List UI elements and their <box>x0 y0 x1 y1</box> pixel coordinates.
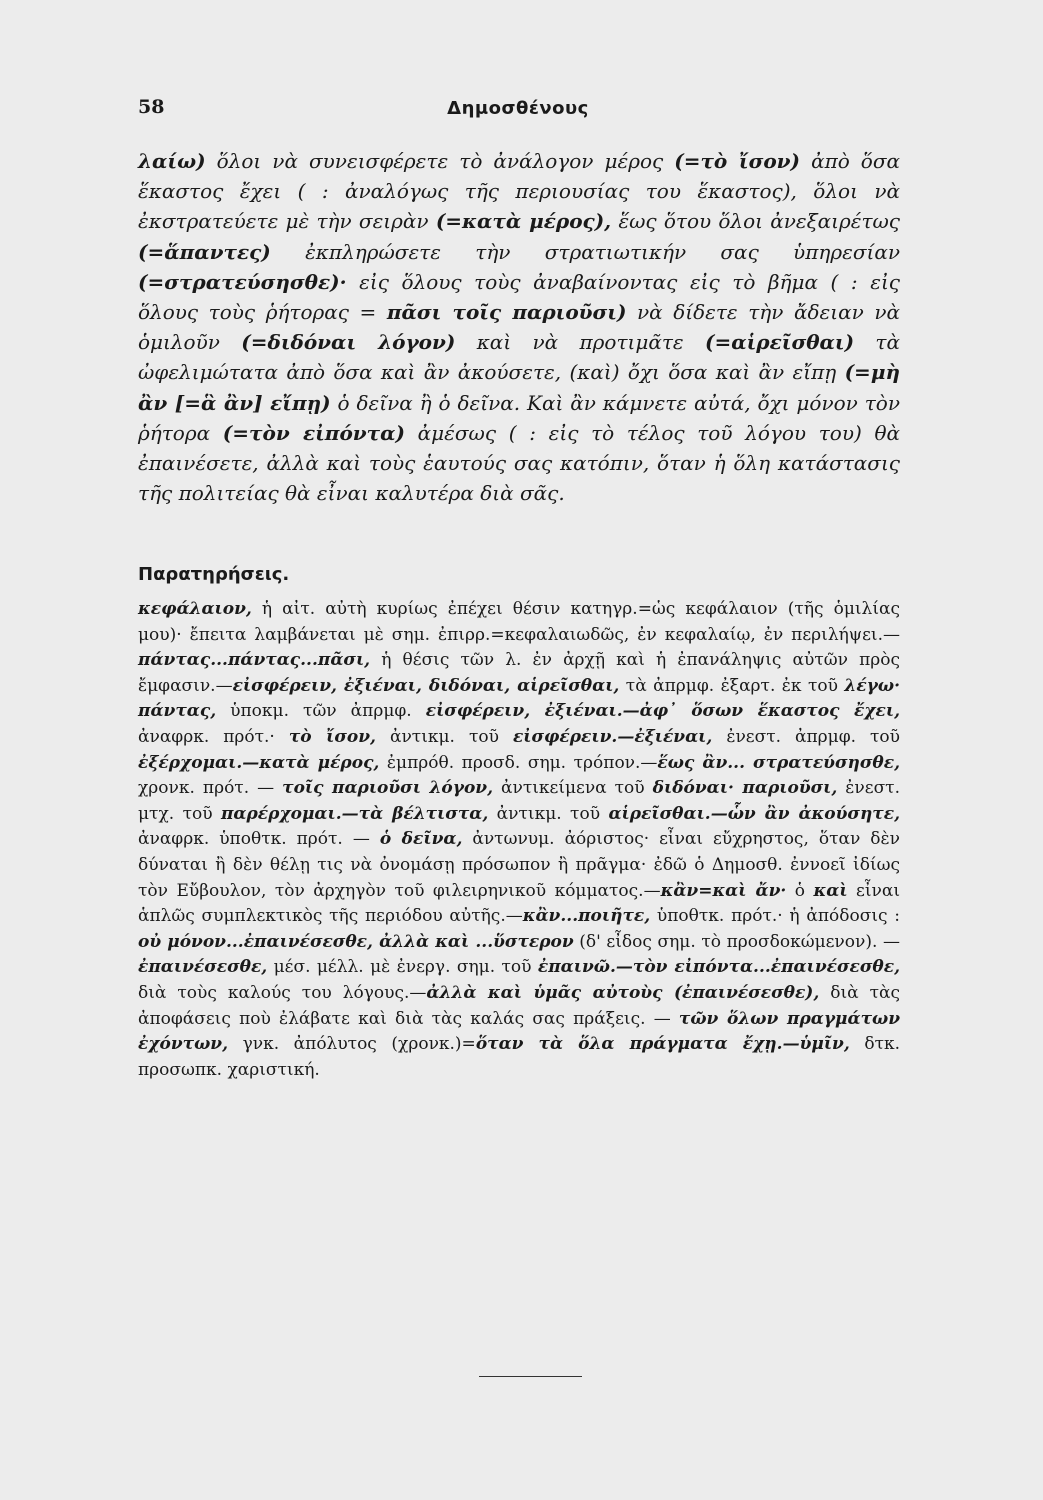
note-run: ὑποθτκ. πρότ.· ἡ ἀπόδοσις : <box>650 906 900 927</box>
note-term: κἂν...ποιῆτε, <box>522 906 651 927</box>
note-run: μέσ. μέλλ. μὲ ἐνεργ. σημ. τοῦ <box>267 957 538 978</box>
note-run: ἀναφρκ. ὑποθτκ. πρότ. — <box>138 829 380 850</box>
translation-run: ἕως ὅτου ὅλοι ἀνεξαιρέτως <box>611 209 901 234</box>
note-run: γνκ. ἀπόλυτος (χρονκ.)= <box>228 1034 476 1055</box>
translation-term: λαίω) <box>138 149 206 173</box>
note-term: εἰσφέρειν.—ἐξιέναι, <box>512 726 713 747</box>
page-number: 58 <box>138 96 165 118</box>
translation-text <box>138 146 900 508</box>
translation-term: (=ἅπαντες) <box>138 239 271 264</box>
note-term: ἀλλὰ καὶ ὑμᾶς αὐτοὺς (ἐπαινέσεσθε), <box>426 982 820 1003</box>
translation-term: (=τὸν εἰπόντα) <box>222 420 405 445</box>
note-term: τὸ ἴσον, <box>288 726 376 747</box>
note-term: παρέρχομαι.—τὰ βέλτιστα, <box>220 803 489 824</box>
notes-section <box>138 597 900 1083</box>
translation-term: (=κατὰ μέρος), <box>435 209 612 234</box>
note-term: οὐ μόνον...ἐπαινέσεσθε, ἀλλὰ καὶ ...ὕστερον <box>138 931 574 952</box>
page-header <box>138 96 898 124</box>
note-run: δτκ. προσωπκ. χαριστική. <box>138 1034 901 1080</box>
notes-heading: Παρατηρήσεις. <box>138 564 290 585</box>
note-term: διδόναι· παριοῦσι, <box>652 778 838 799</box>
note-term: ὁ δεῖνα, <box>379 829 463 850</box>
note-term: ὅταν τὰ ὅλα πράγματα ἔχῃ.—ὑμῖν, <box>475 1034 850 1055</box>
note-term: εἰσφέρειν, ἐξιέναι.—ἀφ᾽ ὅσων ἕκαστος ἔχει, <box>425 701 900 722</box>
translation-term: (=στρατεύσησθε)· <box>138 269 347 294</box>
note-term: ἐξέρχομαι.—κατὰ μέρος, <box>138 752 380 773</box>
note-term: πάντας...πάντας...πᾶσι, <box>138 650 371 671</box>
translation-run: ὁ δεῖνα ἢ ὁ δεῖνα. Καὶ ἂν κάμνετε αὐτά, ὄχι μόνον τὸν ῥήτορα <box>138 390 900 445</box>
note-term: κἂν=καὶ ἄν· <box>660 880 787 901</box>
note-run: εἶναι ἁπλῶς συμπλεκτικὸς τῆς περιόδου αὐτῆς.— <box>138 880 900 927</box>
note-term: τοῖς παριοῦσι λόγον, <box>282 778 493 799</box>
translation-run: ἀμέσως ( : εἰς τὸ τέλος τοῦ λόγου του) θὰ ἐπαινέσετε, ἀλλὰ καὶ τοὺς ἑαυτούς σας κατόπιν, ὅταν ἡ ὅλη κατάστασις τῆς πολιτείας θὰ εἶναι καλυτέρα διὰ σᾶς. <box>138 420 901 506</box>
footnote-rule <box>479 1376 582 1377</box>
note-run: διὰ τοὺς καλούς του λόγους.— <box>138 982 427 1003</box>
translation-term: (=τὸ ἴσον) <box>674 149 801 173</box>
note-term: ἕως ἂν... στρατεύσησθε, <box>657 752 901 773</box>
translation-run: ὅλοι νὰ συνεισφέρετε τὸ ἀνάλογον μέρος <box>205 149 675 173</box>
translation-run: εἰς ὅλους τοὺς ἀναβαίνοντας εἰς τὸ βῆμα ( : εἰς ὅλους τοὺς ῥήτορας = <box>138 269 900 325</box>
note-run: ὑποκμ. τῶν ἀπρμφ. <box>216 701 426 722</box>
note-run: ἀντικείμενα τοῦ <box>493 778 653 799</box>
note-run: ἀντικμ. τοῦ <box>488 803 609 824</box>
note-term: ἐπαινέσεσθε, <box>138 957 268 978</box>
note-run: ἀντωνυμ. ἀόριστος· εἶναι εὔχρηστος, ὅταν δὲν δύναται ἢ δὲν θέλῃ τις νὰ ὀνομάσῃ πρόσωπον ἢ πρᾶγμα· ἐδῶ ὁ Δημοσθ. ἐννοεῖ ἰδίως τὸν Εὔβουλον, τὸν ἀρχηγὸν τοῦ φιλειρηνικοῦ κόμματος.— <box>138 829 900 901</box>
note-run: ἡ θέσις τῶν λ. ἐν ἀρχῇ καὶ ἡ ἐπανάληψις αὐτῶν πρὸς ἔμφασιν.— <box>138 650 900 696</box>
translation-run: ἐκπληρώσετε τὴν στρατιωτικήν σας ὑπηρεσίαν <box>270 239 900 264</box>
translation-term: πᾶσι τοῖς παριοῦσι) <box>386 300 627 325</box>
note-run: τὰ ἀπρμφ. ἐξαρτ. ἐκ τοῦ <box>619 675 845 696</box>
translation-run: καὶ νὰ προτιμᾶτε <box>455 330 706 355</box>
translation-term: (=μὴ ἂν [=ἃ ἂν] εἴπῃ) <box>138 360 900 415</box>
note-run: ἀντικμ. τοῦ <box>375 726 513 747</box>
translation-run: ἀπὸ ὅσα ἕκαστος ἔχει ( : ἀναλόγως τῆς περιουσίας του ἕκαστος), ὅλοι νὰ ἐκστρατεύετε μὲ τὴν σειρὰν <box>138 149 901 234</box>
running-title: Δημοσθένους <box>447 98 589 119</box>
note-run: ἐμπρόθ. προσδ. σημ. τρόπον.— <box>379 752 658 773</box>
note-run: (δ' εἶδος σημ. τὸ προσδοκώμενον). — <box>573 931 900 952</box>
translation-term: (=αἱρεῖσθαι) <box>705 330 855 355</box>
notes-text <box>138 597 900 1083</box>
translation-paragraph <box>138 146 900 508</box>
note-term: εἰσφέρειν, ἐξιέναι, διδόναι, αἱρεῖσθαι, <box>232 675 620 696</box>
note-term: καὶ <box>813 880 848 901</box>
note-term: ἐπαινῶ.—τὸν εἰπόντα...ἐπαινέσεσθε, <box>537 957 900 978</box>
note-run: διὰ τὰς ἀποφάσεις ποὺ ἐλάβατε καὶ διὰ τὰς καλάς σας πράξεις. — <box>138 982 901 1029</box>
translation-run: τὰ ὠφελιμώτατα ἀπὸ ὅσα καὶ ἂν ἀκούσετε, (καὶ) ὄχι ὅσα καὶ ἂν εἴπῃ <box>138 330 900 385</box>
note-run: ἀναφρκ. πρότ.· <box>138 726 289 747</box>
translation-run: νὰ δίδετε τὴν ἄδειαν νὰ ὁμιλοῦν <box>138 300 900 355</box>
note-run: ὁ <box>786 880 814 901</box>
note-term: τῶν ὅλων πραγμάτων ἐχόντων, <box>138 1008 901 1055</box>
note-run: χρονκ. πρότ. — <box>138 778 283 799</box>
note-term: λέγω· πάντας, <box>138 675 900 722</box>
note-term: αἱρεῖσθαι.—ὧν ἂν ἀκούσητε, <box>608 803 900 824</box>
note-run: ἐνεστ. μτχ. τοῦ <box>138 778 900 824</box>
translation-term: (=διδόναι λόγον) <box>241 330 456 355</box>
note-run: ἐνεστ. ἀπρμφ. τοῦ <box>712 726 900 747</box>
note-run: ἡ αἰτ. αὐτὴ κυρίως ἐπέχει θέσιν κατηγρ.=ὡς κεφάλαιον (τῆς ὁμιλίας μου)· ἔπειτα λαμβάνεται μὲ σημ. ἐπιρρ.=κεφαλαιωδῶς, ἐν κεφαλαίῳ, ἐν περιλήψει.— <box>138 599 900 645</box>
note-term: κεφάλαιον, <box>138 599 252 619</box>
